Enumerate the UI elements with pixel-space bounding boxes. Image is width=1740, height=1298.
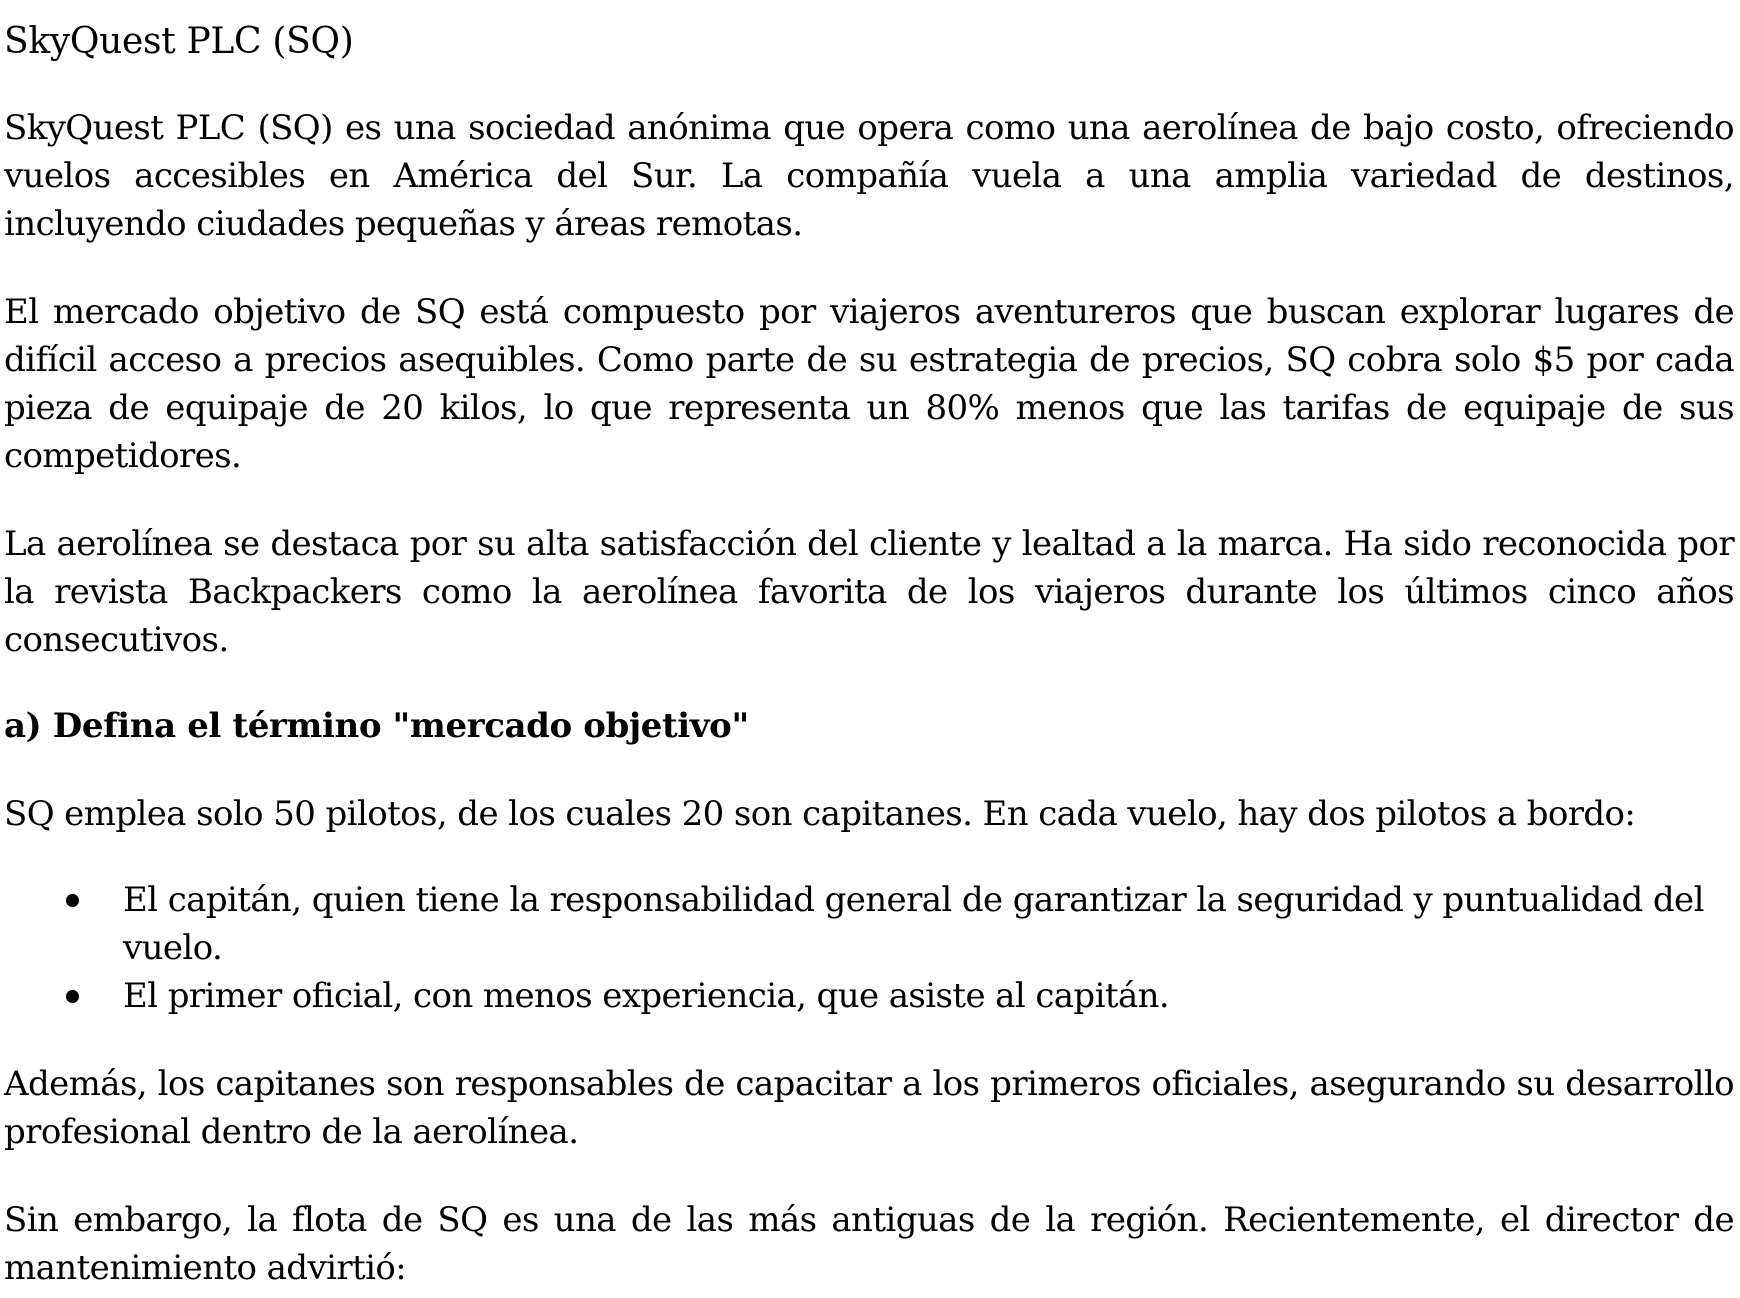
question-a: a) Defina el término "mercado objetivo" bbox=[4, 706, 749, 746]
bullet-icon bbox=[66, 894, 79, 907]
document-title: SkyQuest PLC (SQ) bbox=[4, 21, 354, 62]
bullet-icon bbox=[66, 990, 79, 1003]
paragraph-reputation: La aerolínea se destaca por su alta satisfacción del cliente y lealtad a la marca. Ha sido reconocida por la revista Backpackers como la aerolínea favorita de los viajeros durante los últimos cinco años consecutivos. bbox=[4, 524, 1734, 660]
paragraph-intro: SkyQuest PLC (SQ) es una sociedad anónima que opera como una aerolínea de bajo costo, ofreciendo vuelos accesibles en América del Sur. La compañía vuela a una amplia variedad de destinos, incluyendo ciudades pequeñas y áreas remotas. bbox=[4, 108, 1734, 244]
paragraph-training: Además, los capitanes son responsables de capacitar a los primeros oficiales, asegurando su desarrollo profesional dentro de la aerolínea. bbox=[4, 1064, 1734, 1152]
list-item-text: El capitán, quien tiene la responsabilidad general de garantizar la seguridad y puntualidad del vuelo. bbox=[123, 880, 1704, 968]
paragraph-target-market: El mercado objetivo de SQ está compuesto por viajeros aventureros que buscan explorar lugares de difícil acceso a precios asequibles. Como parte de su estrategia de precios, SQ cobra solo $5 por cada pieza de equipaje de 20 kilos, lo que representa un 80% menos que las tarifas de equipaje de sus competidores. bbox=[4, 292, 1734, 476]
list-item bbox=[4, 876, 1734, 972]
paragraph-fleet: Sin embargo, la flota de SQ es una de las más antiguas de la región. Recientemente, el director de mantenimiento advirtió: bbox=[4, 1200, 1734, 1288]
pilot-roles-list bbox=[4, 876, 1734, 1020]
list-item bbox=[4, 972, 1734, 1020]
paragraph-pilots: SQ emplea solo 50 pilotos, de los cuales 20 son capitanes. En cada vuelo, hay dos pilotos a bordo: bbox=[4, 794, 1636, 834]
document bbox=[4, 0, 1734, 1292]
list-item-text: El primer oficial, con menos experiencia, que asiste al capitán. bbox=[123, 976, 1170, 1016]
